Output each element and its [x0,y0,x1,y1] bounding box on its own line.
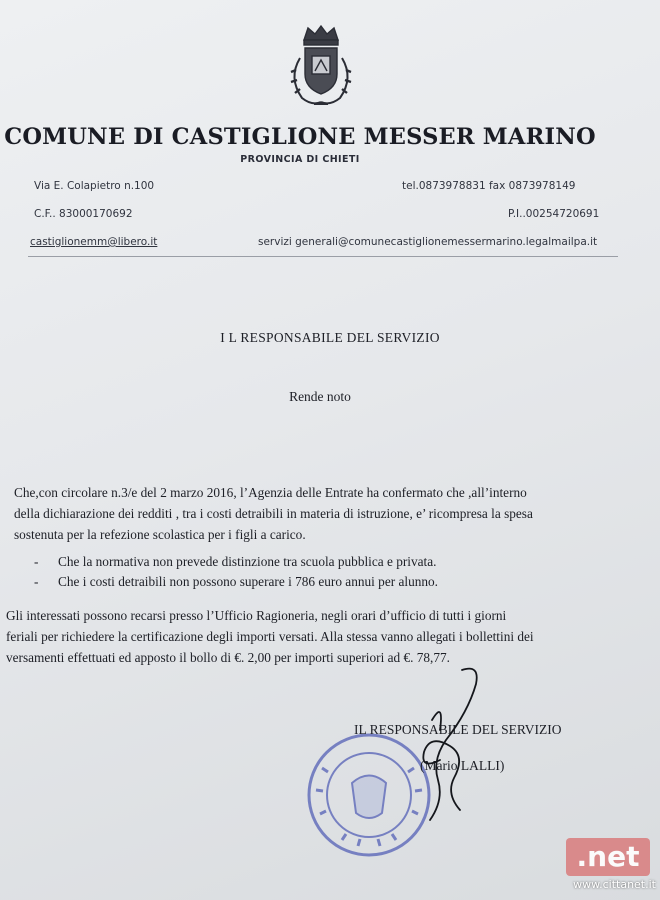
paragraph-line: Che,con circolare n.3/e del 2 marzo 2016, l’Agenzia delle Entrate ha confermato che ,all’interno [14,485,527,500]
bullet-text: Che la normativa non prevede distinzione tra scuola pubblica e privata. [58,554,437,569]
municipality-title: COMUNE DI CASTIGLIONE MESSER MARINO [4,124,596,150]
bullet-text: Che i costi detraibili non possono superare i 786 euro annui per alunno. [58,574,438,589]
list-item [34,572,624,592]
paragraph-line: Gli interessati possono recarsi presso l’Ufficio Ragioneria, negli orari d’ufficio di tutti i giorni [6,608,507,623]
signatory-name: (Mario LALLI) [420,758,505,773]
province-label: PROVINCIA DI CHIETI [240,154,360,165]
fiscal-code: C.F.. 83000170692 [34,208,133,220]
header-divider [28,256,618,257]
paragraph-line: feriali per richiedere la certificazione degli importi versati. Alla stessa vanno allegati i bollettini dei [6,629,534,644]
pec-address: servizi generali@comunecastiglionemessermarino.legalmailpa.it [258,236,598,248]
notice-subheading: Rende noto [289,389,351,404]
phone-fax: tel.0873978831 fax 0873978149 [402,180,576,192]
paragraph-line: sostenuta per la refezione scolastica per i figli a carico. [14,527,306,542]
handwritten-signature-icon [380,660,520,840]
list-item [34,552,624,572]
signature-title: IL RESPONSABILE DEL SERVIZIO [354,722,562,737]
vat-number: P.I..00254720691 [508,208,600,220]
bullet-marker: - [34,574,39,589]
notice-heading: I L RESPONSABILE DEL SERVIZIO [220,330,440,345]
paragraph-circular [14,482,634,545]
bullet-list [34,552,624,592]
email-link[interactable]: castiglionemm@libero.it [30,236,158,248]
coat-of-arms-icon [272,18,370,114]
paragraph-line: versamenti effettuati ed apposto il bollo di €. 2,00 per importi superiori ad €. 78,77. [6,650,451,665]
watermark-logo: .net [566,838,650,876]
address: Via E. Colapietro n.100 [34,180,155,192]
watermark-site: www.cittanet.it [573,878,656,891]
paragraph-instructions [6,605,646,668]
paragraph-line: della dichiarazione dei redditi , tra i costi detraibili in materia di istruzione, e’ ricompresa la spesa [14,506,533,521]
bullet-marker: - [34,554,39,569]
